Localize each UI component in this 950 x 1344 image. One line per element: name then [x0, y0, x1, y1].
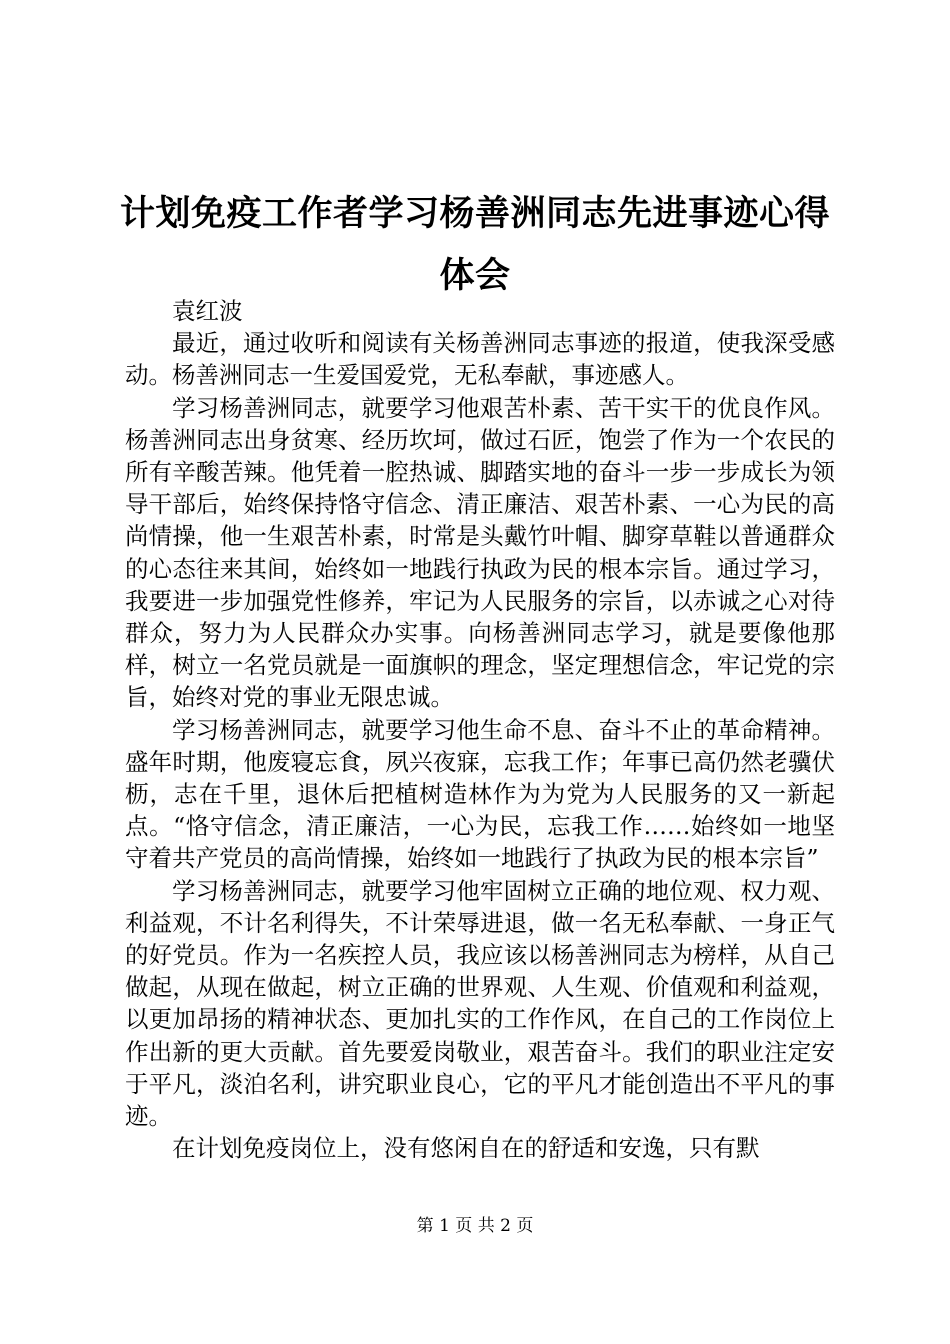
- page-number: 第 1 页 共 2 页: [416, 1216, 534, 1236]
- paragraph-1: 最近，通过收听和阅读有关杨善洲同志事迹的报道，使我深受感动。杨善洲同志一生爱国爱党，无私奉献，事迹感人。: [125, 329, 835, 390]
- author-name: 袁红波: [172, 297, 243, 325]
- paragraph-3: 学习杨善洲同志，就要学习他生命不息、奋斗不止的革命精神。盛年时期，他废寝忘食，夙兴夜寐，忘我工作；年事已高仍然老骥伏枥，志在千里，退休后把植树造林作为为党为人民服务的又一新起点。“恪守信念，清正廉洁，一心为民，忘我工作……始终如一地坚守着共产党员的高尚情操，始终如一地践行了执政为民的根本宗旨”: [125, 715, 835, 873]
- document-title: [120, 183, 830, 307]
- paragraph-2: 学习杨善洲同志，就要学习他艰苦朴素、苦干实干的优良作风。杨善洲同志出身贫寒、经历坎坷，做过石匠，饱尝了作为一个农民的所有辛酸苦辣。他凭着一腔热诚、脚踏实地的奋斗一步一步成长为领导干部后，始终保持恪守信念、清正廉洁、艰苦朴素、一心为民的高尚情操，他一生艰苦朴素，时常是头戴竹叶帽、脚穿草鞋以普通群众的心态往来其间，始终如一地践行执政为民的根本宗旨。通过学习，我要进一步加强党性修养，牢记为人民服务的宗旨，以赤诚之心对待群众，努力为人民群众办实事。向杨善洲同志学习，就是要像他那样，树立一名党员就是一面旗帜的理念，坚定理想信念，牢记党的宗旨，始终对党的事业无限忠诚。: [125, 393, 835, 712]
- title-line-1: 计划免疫工作者学习杨善洲同志先进事迹心得: [120, 194, 831, 234]
- title-line-2: 体会: [439, 256, 511, 296]
- document-body: [125, 295, 835, 1164]
- paragraph-5: 在计划免疫岗位上，没有悠闲自在的舒适和安逸，只有默: [172, 1134, 760, 1163]
- paragraph-4: 学习杨善洲同志，就要学习他牢固树立正确的地位观、权力观、利益观，不计名利得失，不计荣辱进退，做一名无私奉献、一身正气的好党员。作为一名疾控人员，我应该以杨善洲同志为榜样，从自己做起，从现在做起，树立正确的世界观、人生观、价值观和利益观，以更加昂扬的精神状态、更加扎实的工作作风，在自己的工作岗位上作出新的更大贡献。首先要爱岗敬业，艰苦奋斗。我们的职业注定安于平凡，淡泊名利，讲究职业良心，它的平凡才能创造出不平凡的事迹。: [125, 876, 835, 1131]
